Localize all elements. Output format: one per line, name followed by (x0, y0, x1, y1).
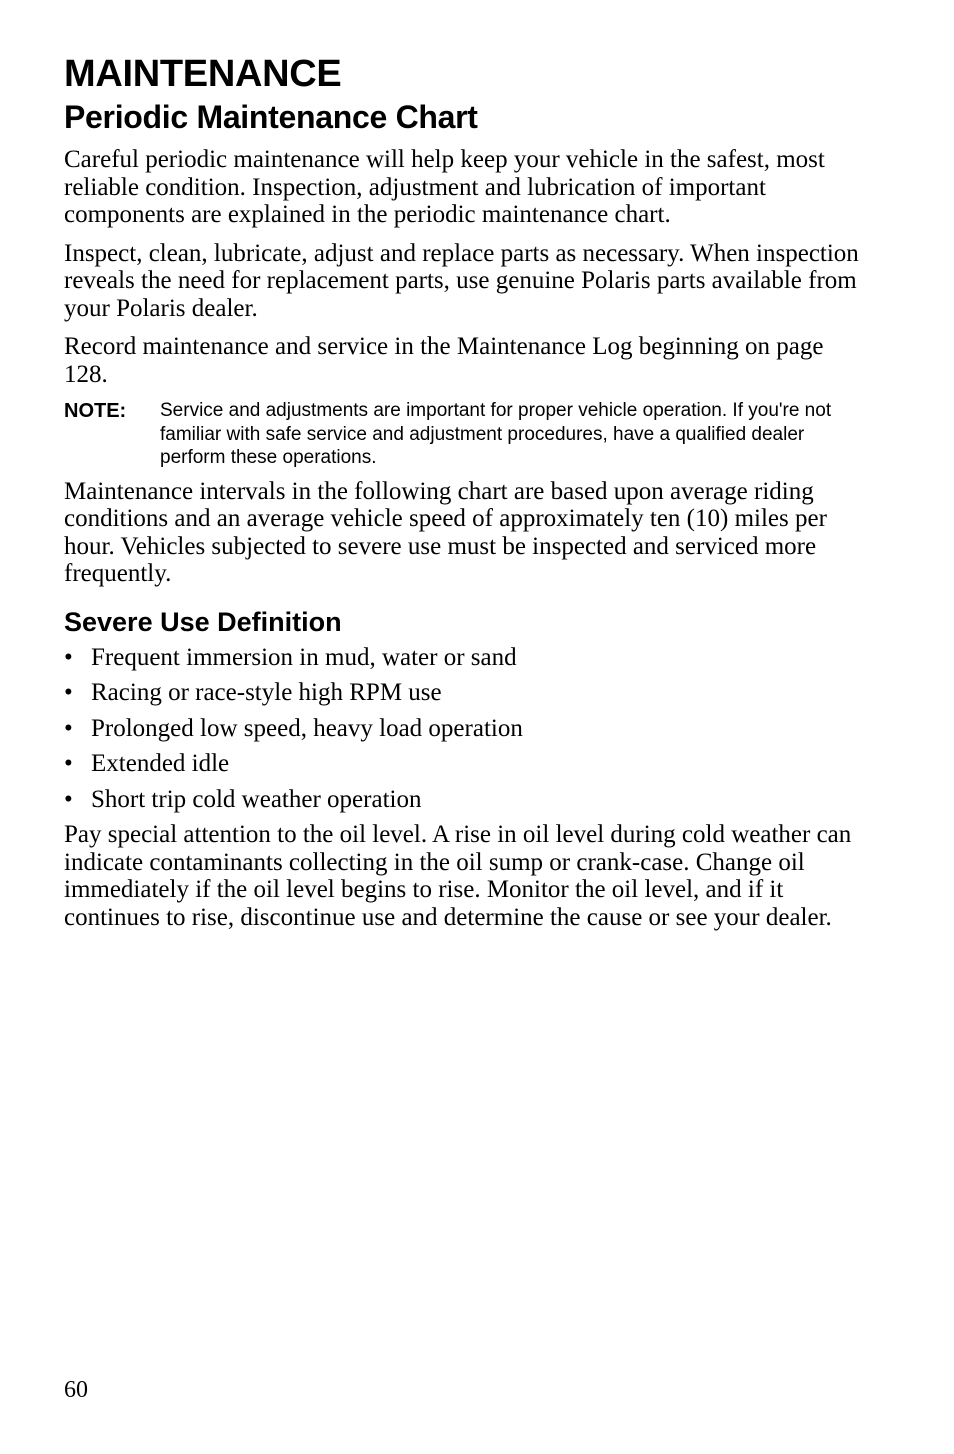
list-item (64, 679, 864, 707)
bullet-icon: • (64, 679, 73, 706)
list-item-text: Racing or race-style high RPM use (91, 679, 442, 706)
intervals-paragraph: Maintenance intervals in the following chart are based upon average riding conditions and an average vehicle speed of approximately ten (10) miles per hour. Vehicles subjected to severe use must be inspected and serviced more frequently. (64, 477, 827, 587)
list-item (64, 786, 864, 814)
bullet-icon: • (64, 714, 73, 742)
bullet-icon: • (64, 750, 73, 777)
bullet-icon: • (64, 643, 73, 671)
oil-paragraph: Pay special attention to the oil level. A rise in oil level during cold weather can indicate contaminants collecting in the oil sump or crank-case. Change oil immediately if the oil level begins to rise. Monitor the oil level, and if it continues to rise, discontinue use and determine the cause or see your dealer. (64, 821, 852, 931)
list-item (64, 715, 864, 743)
list-item-text: Prolonged low speed, heavy load operation (91, 714, 523, 742)
note-block (64, 399, 864, 470)
list-item (64, 750, 864, 778)
note-text: Service and adjustments are important for proper vehicle operation. If you're not familiar with safe service and adjustment procedures, have a qualified dealer perform these operations. (160, 400, 832, 468)
page-subtitle: Periodic Maintenance Chart (64, 99, 478, 135)
section-title: MAINTENANCE (64, 53, 342, 95)
bullet-icon: • (64, 785, 73, 813)
list-item-text: Extended idle (91, 750, 230, 777)
severe-use-list (64, 644, 864, 814)
intro-paragraph-3: Record maintenance and service in the Maintenance Log beginning on page 128. (64, 333, 824, 388)
intro-paragraph-1: Careful periodic maintenance will help keep your vehicle in the safest, most reliable condition. Inspection, adjustment and lubrication of important components are explained in the periodic maintenance chart. (64, 146, 825, 228)
page-content (64, 52, 864, 942)
page-number: 60 (64, 1377, 88, 1403)
severe-use-heading: Severe Use Definition (64, 606, 342, 637)
list-item-text: Frequent immersion in mud, water or sand (91, 643, 517, 671)
list-item-text: Short trip cold weather operation (91, 785, 422, 813)
list-item (64, 644, 864, 672)
note-label: NOTE: (64, 400, 127, 422)
intro-paragraph-2: Inspect, clean, lubricate, adjust and replace parts as necessary. When inspection reveals the need for replacement parts, use genuine Polaris parts available from your Polaris dealer. (64, 239, 859, 322)
